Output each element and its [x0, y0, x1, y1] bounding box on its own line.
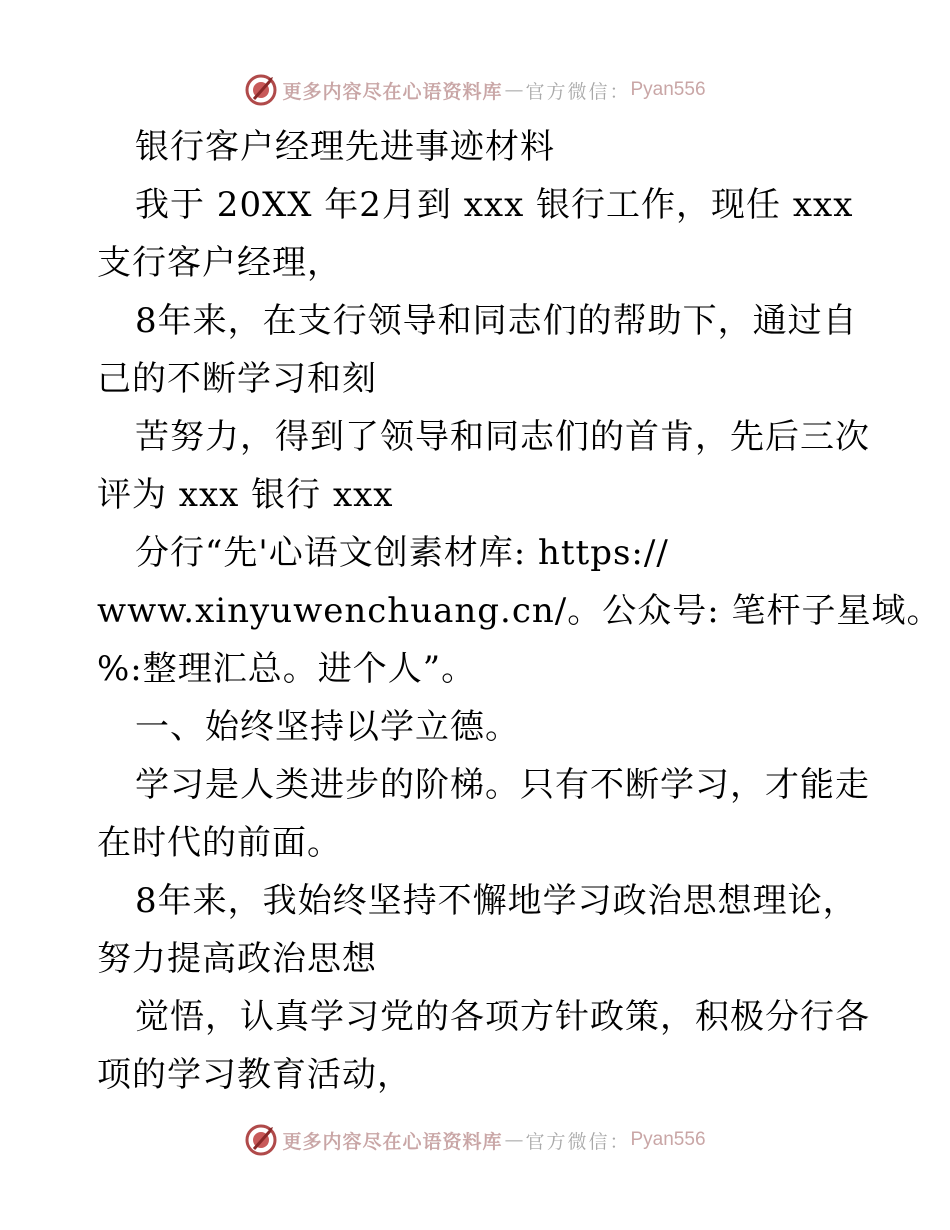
banner-wechat-id: Pyan556: [630, 1129, 706, 1150]
banner-label: 官方微信：: [525, 80, 631, 103]
text-line: 苦努力，得到了领导和同志们的首肯，先后三次: [135, 417, 870, 457]
text-line: %:整理汇总。进个人”。: [97, 649, 477, 689]
text-line: www.xinyuwenchuang.cn/。公众号: 笔杆子星域。: [97, 591, 942, 631]
banner-title: 更多内容尽在心语资料库: [282, 80, 503, 103]
document-title: 银行客户经理先进事迹材料: [135, 127, 555, 167]
text-line: 项的学习教育活动，: [97, 1055, 412, 1095]
banner-separator: —: [504, 79, 524, 101]
banner-wechat-id: Pyan556: [630, 79, 706, 100]
text-line: 支行客户经理，: [97, 243, 342, 283]
text-line: 觉悟，认真学习党的各项方针政策，积极分行各: [135, 997, 870, 1037]
header-banner: [0, 70, 950, 110]
footer-banner: [0, 1120, 950, 1160]
text-line: 在时代的前面。: [97, 823, 342, 863]
banner-separator: —: [504, 1129, 524, 1151]
banner-title: 更多内容尽在心语资料库: [282, 1130, 503, 1153]
banner-label: 官方微信：: [525, 1130, 631, 1153]
text-line: 8年来，在支行领导和同志们的帮助下，通过自: [135, 301, 858, 341]
text-line: 我于 20XX 年2月到 xxx 银行工作，现任 xxx: [135, 185, 854, 225]
text-line: 己的不断学习和刻: [97, 359, 377, 399]
text-line: 分行“先'心语文创素材库: https://: [135, 533, 669, 573]
text-line: 努力提高政治思想: [97, 939, 377, 979]
text-line: 评为 xxx 银行 xxx: [97, 475, 394, 515]
text-line: 8年来，我始终坚持不懈地学习政治思想理论，: [135, 881, 858, 921]
document-body: [97, 118, 942, 1104]
text-line: 学习是人类进步的阶梯。只有不断学习，才能走: [135, 765, 870, 805]
pen-logo-icon: [244, 1123, 278, 1157]
pen-logo-icon: [244, 73, 278, 107]
section-heading: 一、始终坚持以学立德。: [135, 707, 520, 747]
